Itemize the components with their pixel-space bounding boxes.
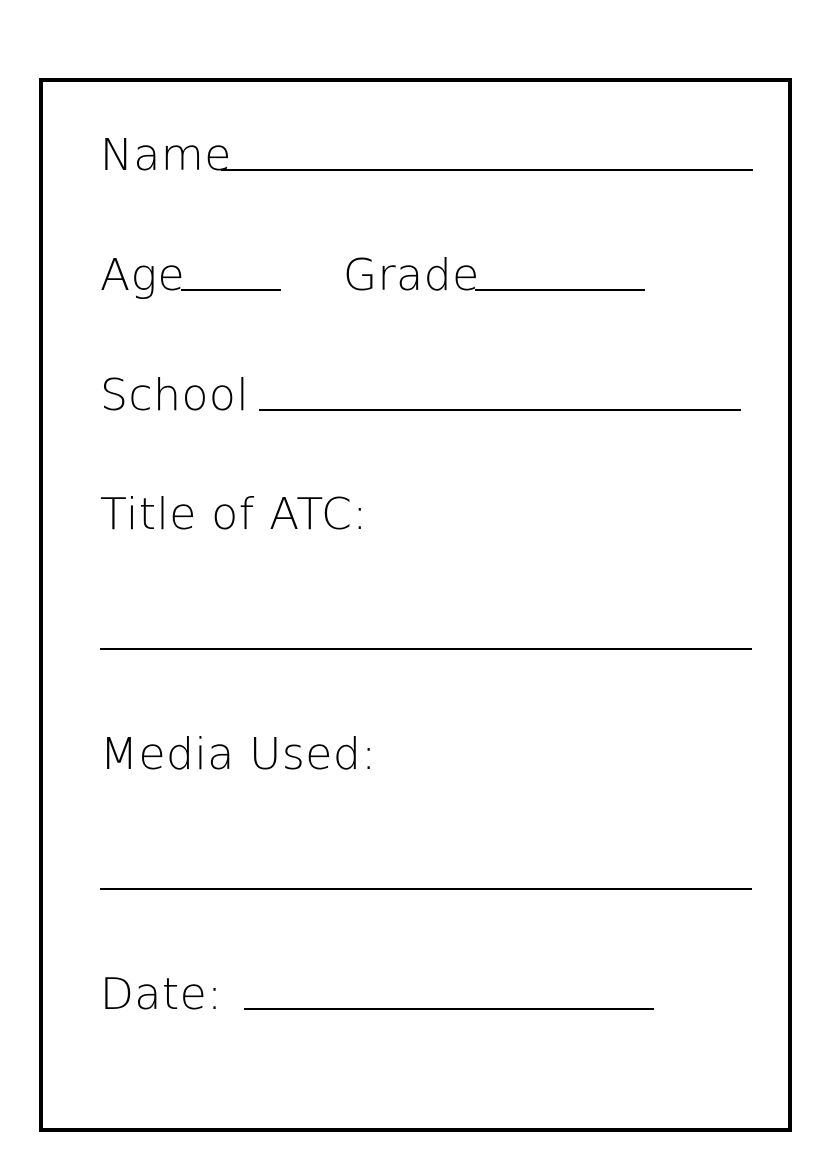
name-field-line[interactable] [221, 169, 753, 171]
form-card [39, 78, 792, 1132]
grade-label: Grade [343, 250, 480, 301]
school-label: School [100, 370, 250, 421]
media-field-line[interactable] [100, 888, 752, 890]
grade-field-line[interactable] [475, 289, 645, 291]
school-field-line[interactable] [259, 409, 741, 411]
age-field-line[interactable] [181, 289, 281, 291]
date-label: Date: [100, 969, 223, 1020]
age-label: Age [100, 250, 186, 301]
name-label: Name [100, 130, 232, 181]
title-field-line[interactable] [100, 648, 752, 650]
media-label: Media Used: [100, 729, 377, 780]
date-field-line[interactable] [244, 1008, 654, 1010]
title-label: Title of ATC: [100, 489, 368, 540]
